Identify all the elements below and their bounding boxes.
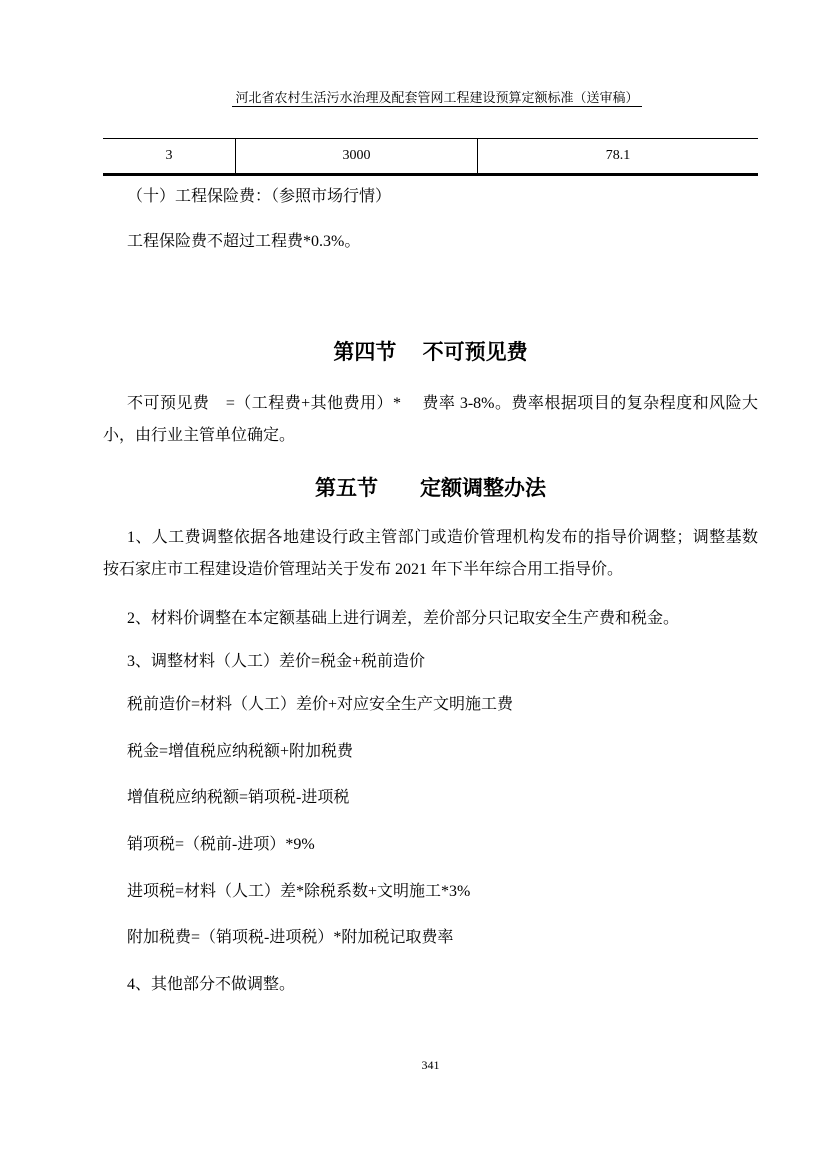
section4-paragraph: 不可预见费 =（工程费+其他费用）* 费率 3-8%。费率根据项目的复杂程度和风险大小，由行业主管单位确定。: [103, 395, 758, 444]
section4-heading: 第四节 不可预见费: [333, 340, 528, 364]
section5-item-material-adjustment: 2、材料价调整在本定额基础上进行调差，差价部分只记取安全生产费和税金。: [127, 610, 680, 627]
clause-ten-paragraph: （十）工程保险费：（参照市场行情）: [127, 188, 392, 205]
formula-surtax: 附加税费=（销项税-进项税）*附加税记取费率: [127, 929, 454, 946]
formula-input-tax: 进项税=材料（人工）差*除税系数+文明施工*3%: [127, 883, 471, 900]
section5-item-labor-adjustment: 1、人工费调整依据各地建设行政主管部门或造价管理机构发布的指导价调整；调整基数按石家庄市工程建设造价管理站关于发布 2021 年下半年综合用工指导价。: [103, 529, 758, 578]
page-header: [103, 68, 758, 128]
table-cell-col1: 3: [165, 148, 173, 163]
formula-pretax-cost: 税前造价=材料（人工）差价+对应安全生产文明施工费: [127, 696, 514, 713]
formula-tax: 税金=增值税应纳税额+附加税费: [127, 743, 354, 760]
section5-item-price-difference-formula: 3、调整材料（人工）差价=税金+税前造价: [127, 653, 426, 670]
section5-heading: 第五节 定额调整办法: [315, 476, 546, 500]
document-title: 河北省农村生活污水治理及配套管网工程建设预算定额标准（送审稿）: [232, 90, 641, 107]
page-number: 341: [421, 1058, 440, 1072]
table-cell-col3: 78.1: [477, 139, 758, 173]
section5-item-no-other-adjustment: 4、其他部分不做调整。: [127, 976, 296, 993]
formula-output-tax: 销项税=（税前-进项）*9%: [127, 836, 315, 853]
continuation-table: [103, 138, 758, 176]
table-cell-col2: 3000: [235, 139, 477, 173]
insurance-note-paragraph: 工程保险费不超过工程费*0.3%。: [127, 233, 361, 250]
formula-vat-payable: 增值税应纳税额=销项税-进项税: [127, 789, 350, 806]
